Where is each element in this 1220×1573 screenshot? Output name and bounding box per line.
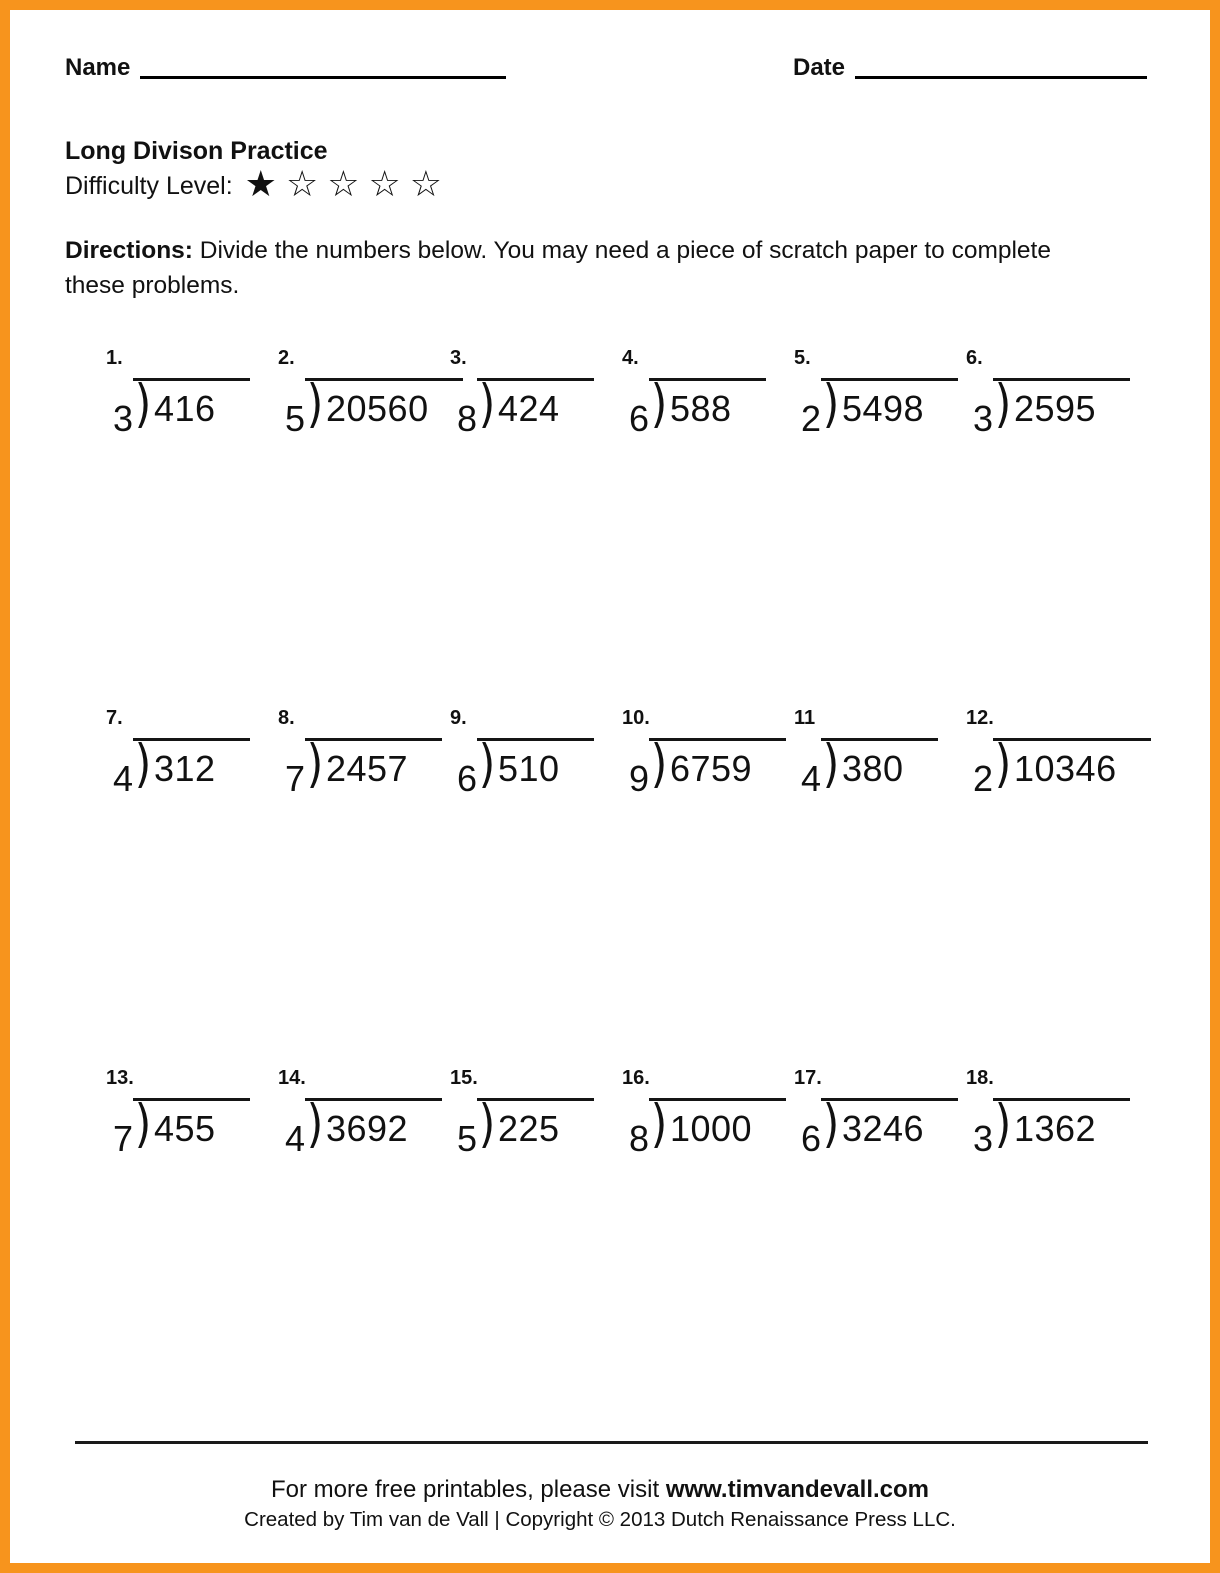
problem-number: 11: [794, 707, 816, 729]
division-bracket: [133, 1098, 250, 1149]
division-problem: [267, 707, 439, 799]
division-problem: [955, 347, 1127, 439]
problem-number: 13.: [106, 1067, 134, 1089]
division-problem: [783, 1067, 955, 1159]
dividend: 1362: [1013, 1108, 1097, 1149]
problem-expression: [629, 1098, 783, 1159]
division-bracket: [993, 378, 1130, 429]
division-paren-icon: [995, 745, 1012, 783]
page-title: Long Divison Practice: [65, 137, 328, 165]
star-empty-icon: ☆: [285, 164, 319, 205]
dividend: 312: [153, 748, 216, 789]
division-problem: [95, 347, 267, 439]
difficulty-label: Difficulty Level:: [65, 171, 233, 200]
problem-number: 10.: [622, 707, 650, 729]
division-bracket: [133, 738, 250, 789]
division-problem: [783, 347, 955, 439]
divisor: 3: [113, 398, 134, 439]
problem-expression: [629, 738, 783, 799]
problem-number: 14.: [278, 1067, 306, 1089]
directions-text: [65, 233, 1065, 303]
division-bracket: [821, 738, 938, 789]
directions-label: Directions:: [65, 237, 193, 264]
footer-credit-line: Created by Tim van de Vall | Copyright © 2013 Dutch Renaissance Press LLC.: [244, 1508, 956, 1531]
problem-expression: [285, 1098, 439, 1159]
problem-expression: [973, 1098, 1127, 1159]
divisor: 5: [285, 398, 306, 439]
division-problem: [439, 707, 611, 799]
problem-expression: [113, 378, 267, 439]
division-problem: [439, 347, 611, 439]
divisor: 7: [113, 1118, 134, 1159]
divisor: 4: [113, 758, 134, 799]
division-bracket: [821, 378, 958, 429]
dividend: 5498: [841, 388, 925, 429]
divisor: 4: [285, 1118, 306, 1159]
division-paren-icon: [823, 1105, 840, 1143]
division-bracket: [821, 1098, 958, 1149]
problem-number: 7.: [106, 707, 123, 729]
division-bracket: [649, 1098, 786, 1149]
division-paren-icon: [307, 1105, 324, 1143]
problem-expression: [801, 738, 955, 799]
date-field: [793, 54, 1147, 82]
dividend: 10346: [1013, 748, 1117, 789]
division-bracket: [477, 378, 594, 429]
division-bracket: [305, 1098, 442, 1149]
division-paren-icon: [135, 745, 152, 783]
division-bracket: [993, 738, 1151, 789]
division-problem: [95, 1067, 267, 1159]
directions-body: Divide the numbers below. You may need a piece of scratch paper to complete these problems.: [65, 237, 1051, 299]
divisor: 2: [973, 758, 994, 799]
problems-row: [95, 347, 1180, 439]
division-bracket: [477, 1098, 594, 1149]
divisor: 8: [457, 398, 478, 439]
problem-expression: [285, 378, 439, 439]
division-paren-icon: [479, 385, 496, 423]
name-label: Name: [65, 54, 131, 81]
problem-number: 1.: [106, 347, 123, 369]
division-problem: [611, 1067, 783, 1159]
division-paren-icon: [479, 1105, 496, 1143]
division-paren-icon: [823, 385, 840, 423]
division-paren-icon: [651, 745, 668, 783]
division-paren-icon: [135, 1105, 152, 1143]
division-bracket: [649, 378, 766, 429]
problem-expression: [285, 738, 439, 799]
dividend: 2457: [325, 748, 409, 789]
division-paren-icon: [995, 385, 1012, 423]
problem-number: 16.: [622, 1067, 650, 1089]
name-blank-line: [140, 76, 506, 79]
divisor: 6: [457, 758, 478, 799]
dividend: 588: [669, 388, 732, 429]
problem-expression: [457, 738, 611, 799]
problems-row: [95, 707, 1180, 799]
problem-number: 15.: [450, 1067, 478, 1089]
dividend: 510: [497, 748, 560, 789]
division-problem: [611, 347, 783, 439]
divisor: 4: [801, 758, 822, 799]
division-problem: [95, 707, 267, 799]
problem-expression: [113, 738, 267, 799]
problems-row: [95, 1067, 1180, 1159]
problem-number: 17.: [794, 1067, 822, 1089]
dividend: 6759: [669, 748, 753, 789]
divisor: 5: [457, 1118, 478, 1159]
star-empty-icon: ☆: [368, 164, 401, 205]
footer-site-url: www.timvandevall.com: [665, 1476, 930, 1503]
division-problem: [267, 347, 439, 439]
star-empty-icon: ☆: [409, 164, 443, 205]
problem-number: 5.: [794, 347, 811, 369]
dividend: 20560: [325, 388, 429, 429]
name-field: [65, 54, 506, 82]
problem-expression: [801, 1098, 955, 1159]
division-paren-icon: [479, 745, 496, 783]
problem-expression: [629, 378, 783, 439]
division-bracket: [649, 738, 786, 789]
division-problem: [267, 1067, 439, 1159]
dividend: 3692: [325, 1108, 409, 1149]
division-paren-icon: [651, 385, 668, 423]
dividend: 424: [497, 388, 560, 429]
problem-number: 4.: [622, 347, 639, 369]
division-bracket: [133, 378, 250, 429]
difficulty-row: [65, 164, 451, 205]
dividend: 225: [497, 1108, 560, 1149]
date-label: Date: [793, 54, 846, 81]
footer-divider: [75, 1441, 1148, 1444]
dividend: 416: [153, 388, 216, 429]
star-filled-icon: ★: [244, 164, 277, 205]
problem-number: 8.: [278, 707, 295, 729]
problem-number: 18.: [966, 1067, 994, 1089]
divisor: 6: [629, 398, 650, 439]
division-problem: [955, 707, 1127, 799]
problem-expression: [973, 738, 1127, 799]
dividend: 1000: [669, 1108, 753, 1149]
dividend: 380: [841, 748, 904, 789]
divisor: 8: [629, 1118, 650, 1159]
problem-expression: [113, 1098, 267, 1159]
star-empty-icon: ☆: [327, 164, 360, 205]
divisor: 7: [285, 758, 306, 799]
footer-visit-line: [10, 1476, 1190, 1504]
division-paren-icon: [307, 745, 324, 783]
dividend: 455: [153, 1108, 216, 1149]
problem-expression: [457, 378, 611, 439]
division-problem: [783, 707, 955, 799]
division-paren-icon: [307, 385, 324, 423]
divisor: 3: [973, 1118, 994, 1159]
problem-number: 12.: [966, 707, 994, 729]
problem-number: 2.: [278, 347, 295, 369]
division-problem: [955, 1067, 1127, 1159]
divisor: 6: [801, 1118, 822, 1159]
problem-expression: [457, 1098, 611, 1159]
difficulty-stars: [244, 164, 451, 205]
problem-number: 3.: [450, 347, 467, 369]
problem-expression: [973, 378, 1127, 439]
divisor: 2: [801, 398, 822, 439]
division-problem: [611, 707, 783, 799]
division-bracket: [305, 738, 442, 789]
divisor: 9: [629, 758, 650, 799]
dividend: 3246: [841, 1108, 925, 1149]
division-bracket: [477, 738, 594, 789]
division-paren-icon: [135, 385, 152, 423]
footer-visit-text: For more free printables, please visit: [270, 1476, 660, 1503]
division-paren-icon: [823, 745, 840, 783]
date-blank-line: [855, 76, 1147, 79]
divisor: 3: [973, 398, 994, 439]
division-bracket: [993, 1098, 1130, 1149]
problem-expression: [801, 378, 955, 439]
problem-number: 9.: [450, 707, 467, 729]
division-problem: [439, 1067, 611, 1159]
division-paren-icon: [995, 1105, 1012, 1143]
division-paren-icon: [651, 1105, 668, 1143]
problem-number: 6.: [966, 347, 983, 369]
dividend: 2595: [1013, 388, 1097, 429]
